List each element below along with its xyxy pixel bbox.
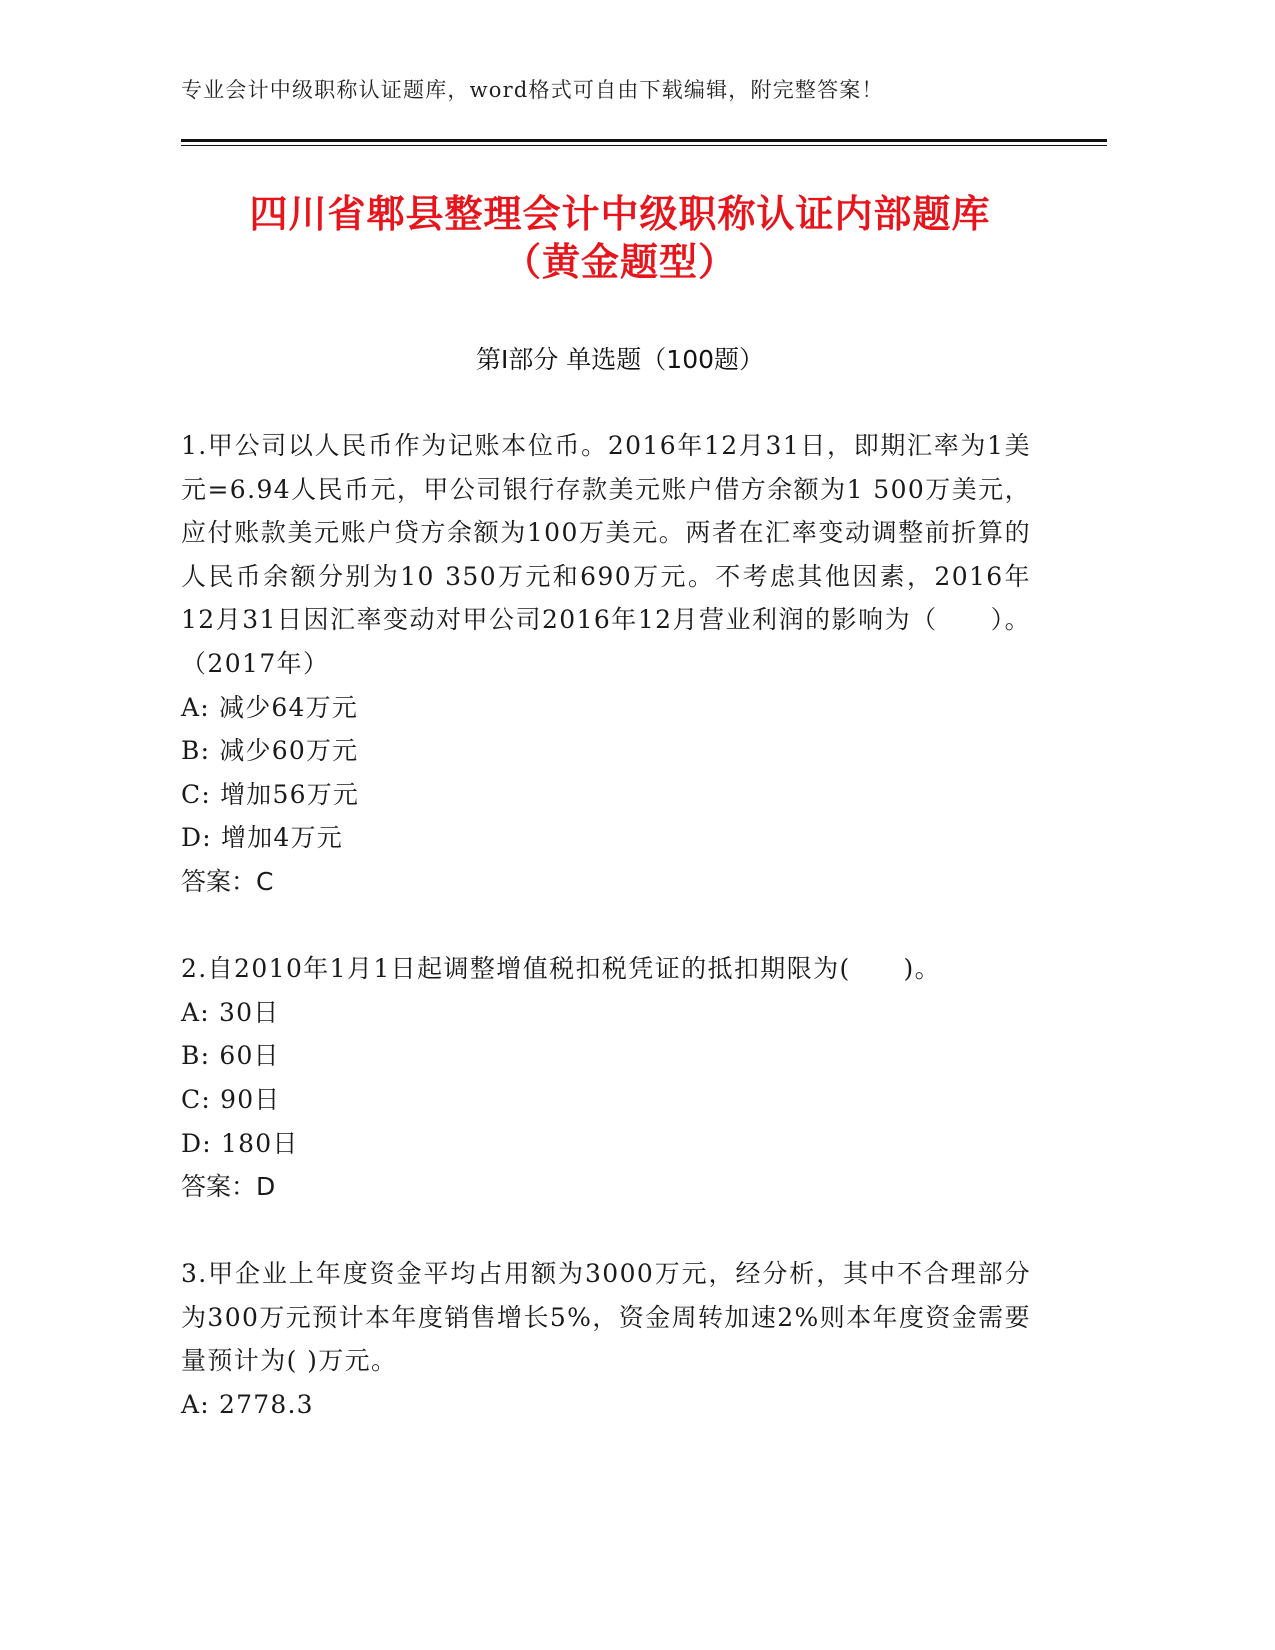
question-stem: 2.自2010年1月1日起调整增值税扣税凭证的抵扣期限为( )。 [181, 954, 941, 984]
question-2 [181, 947, 1031, 1209]
question-3 [181, 1252, 1031, 1426]
option-c: C: 增加56万元 [181, 779, 360, 809]
spacer [181, 1209, 1031, 1253]
section-title: 第Ⅰ部分 单选题（100题） [475, 345, 765, 374]
option-d: D: 180日 [181, 1128, 299, 1158]
question-1 [181, 424, 1031, 904]
option-a: A: 30日 [181, 997, 280, 1027]
header-note: 专业会计中级职称认证题库，word格式可自由下载编辑，附完整答案！ [181, 78, 884, 102]
header-divider-thick [181, 139, 1107, 142]
question-stem: 1.甲公司以人民币作为记账本位币。2016年12月31日，即期汇率为1美元=6.94人民币元，甲公司银行存款美元账户借方余额为1 500万美元，应付账款美元账户贷方余额为100万美元。两者在汇率变动调整前折算的人民币余额分别为10 350万元和690万元。不考虑其他因素，2016年12月31日因汇率变动对甲公司2016年12月营业利润的影响为（ ）。（2017年） [181, 431, 1031, 678]
question-stem: 3.甲企业上年度资金平均占用额为3000万元，经分析，其中不合理部分为300万元预计本年度销售增长5%，资金周转加速2%则本年度资金需要量预计为( )万元。 [181, 1259, 1031, 1376]
answer: 答案：D [181, 1172, 276, 1202]
option-b: B: 减少60万元 [181, 736, 359, 766]
option-a: A: 减少64万元 [181, 692, 359, 722]
question-list [181, 424, 1031, 1427]
title-line-1: 四川省郫县整理会计中级职称认证内部题库 [249, 192, 991, 236]
option-d: D: 增加4万元 [181, 823, 343, 853]
spacer [181, 904, 1031, 948]
title-line-2: （黄金题型） [502, 240, 737, 284]
document-title [140, 190, 1100, 286]
option-b: B: 60日 [181, 1041, 280, 1071]
option-c: C: 90日 [181, 1084, 281, 1114]
header-divider-thin [181, 145, 1107, 146]
option-a: A: 2778.3 [181, 1390, 314, 1420]
answer: 答案：C [181, 866, 274, 896]
